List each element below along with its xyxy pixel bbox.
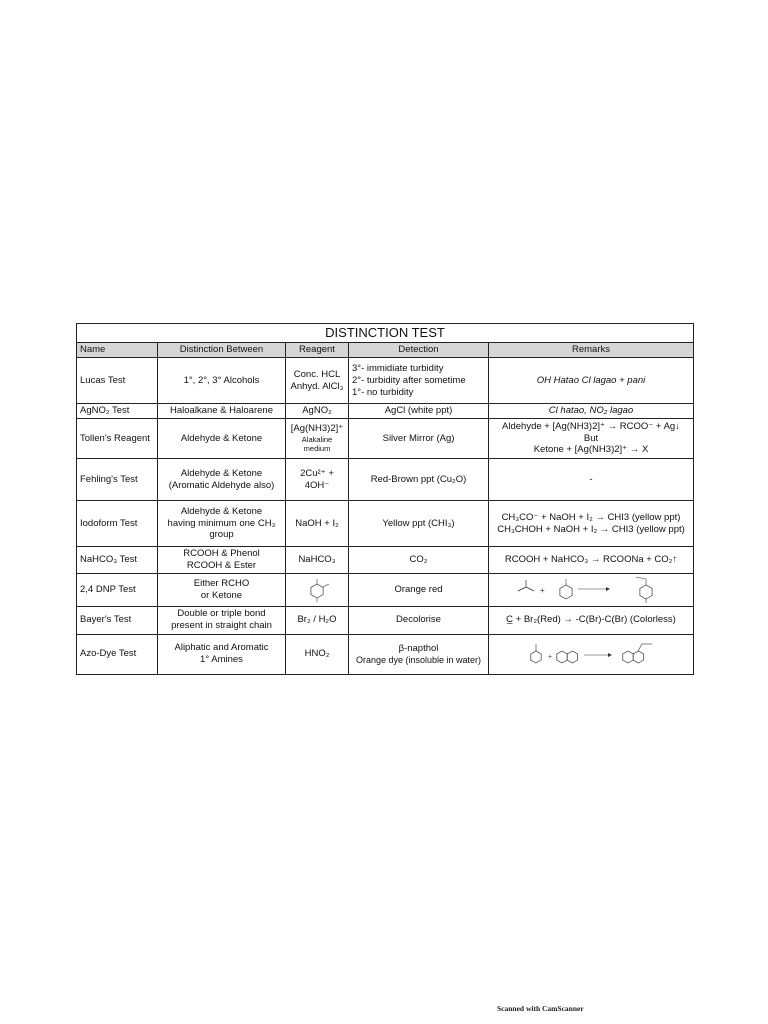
- detection: [349, 501, 489, 547]
- cell-line: Conc. HCL: [293, 368, 341, 380]
- distinction-between: [158, 459, 286, 501]
- remarks: [489, 573, 694, 606]
- header-reagent: Reagent: [286, 343, 349, 358]
- distinction-between: [158, 573, 286, 606]
- cell-line: 3°- immidiate turbidity: [352, 362, 444, 374]
- header-remarks: Remarks: [489, 343, 694, 358]
- distinction-between: [158, 547, 286, 574]
- cell-line: having minimum one CH₃: [167, 517, 276, 529]
- cell-line: C̲ + Br₂(Red) → -C(Br)-C(Br) (Colorless): [506, 614, 676, 626]
- detection: [349, 606, 489, 634]
- distinction-between: Aldehyde & Ketone: [158, 419, 286, 459]
- reagent: [286, 459, 349, 501]
- remarks: [489, 419, 694, 459]
- detection: [349, 419, 489, 459]
- distinction-between: 1°, 2°, 3° Alcohols: [158, 358, 286, 404]
- reagent: [286, 606, 349, 634]
- cell-line: Yellow ppt (CHI₃): [382, 517, 455, 529]
- cell-line: NaOH + I₂: [295, 517, 339, 529]
- remarks: [489, 459, 694, 501]
- distinction-between: Haloalkane & Haloarene: [158, 404, 286, 419]
- cell-line: OH Hatao Cl lagao + pani: [536, 374, 646, 386]
- cell-line: RCOOH & Ester: [186, 559, 257, 571]
- cell-line: RCOOH + NaHCO₃ → RCOONa + CO₂↑: [504, 553, 678, 565]
- detection: [349, 573, 489, 606]
- table-row: [77, 606, 694, 634]
- test-name: Fehling's Test: [77, 459, 158, 501]
- cell-line: Aldehyde + [Ag(NH3)2]⁺ → RCOO⁻ + Ag↓: [502, 420, 680, 432]
- cell-line: CH₃CHOH + NaOH + I₂ → CHI3 (yellow ppt): [497, 523, 685, 535]
- test-name: Tollen's Reagent: [77, 419, 158, 459]
- cell-line: CH₃CO⁻ + NaOH + I₂ → CHI3 (yellow ppt): [501, 511, 681, 523]
- reagent: [286, 358, 349, 404]
- cell-line: Anhyd. AlCl₃: [290, 380, 344, 392]
- test-name: Azo-Dye Test: [77, 634, 158, 674]
- cell-line: Aldehyde & Ketone: [180, 467, 263, 479]
- table-title-row: [77, 324, 694, 343]
- header-distinction-between: Distinction Between: [158, 343, 286, 358]
- cell-line: 1°- no turbidity: [352, 386, 414, 398]
- remarks: [489, 547, 694, 574]
- azo-dye-reaction-icon: [496, 637, 686, 671]
- test-name: NaHCO₃ Test: [77, 547, 158, 574]
- scanner-footer: Scanned with CamScanner: [497, 1004, 584, 1013]
- table-row: [77, 459, 694, 501]
- table-row: [77, 419, 694, 459]
- cell-line: β-napthol: [398, 642, 439, 654]
- table-row: [77, 404, 694, 419]
- test-name: Bayer's Test: [77, 606, 158, 634]
- cell-line: group: [209, 529, 234, 541]
- table-row: [77, 547, 694, 574]
- cell-line: Red-Brown ppt (Cu₂O): [370, 473, 467, 485]
- test-name: AgNO₂ Test: [77, 404, 158, 419]
- detection: [349, 404, 489, 419]
- test-name: Iodoform Test: [77, 501, 158, 547]
- cell-line: Aliphatic and Aromatic: [174, 642, 269, 654]
- distinction-between: [158, 634, 286, 674]
- remarks: [489, 358, 694, 404]
- detection: [349, 547, 489, 574]
- reagent: [286, 573, 349, 606]
- reagent: [286, 404, 349, 419]
- svg-text:+: +: [548, 654, 553, 662]
- table-header-row: [77, 343, 694, 358]
- table-row: [77, 501, 694, 547]
- table-row: [77, 634, 694, 674]
- test-name: 2,4 DNP Test: [77, 573, 158, 606]
- cell-line: Orange red: [394, 583, 443, 595]
- distinction-test-table: [76, 323, 694, 675]
- header-name: Name: [77, 343, 158, 358]
- header-detection: Detection: [349, 343, 489, 358]
- cell-line: But: [583, 432, 599, 444]
- reagent: [286, 419, 349, 459]
- cell-line: AgCl (white ppt): [384, 405, 453, 417]
- remarks: [489, 501, 694, 547]
- table-row: [77, 358, 694, 404]
- cell-line: -: [589, 473, 593, 485]
- cell-line: Orange dye (insoluble in water): [355, 654, 482, 665]
- cell-line: Aldehyde & Ketone: [180, 505, 263, 517]
- reagent: [286, 501, 349, 547]
- remarks: [489, 404, 694, 419]
- cell-line: Ketone + [Ag(NH3)2]⁺ → X: [533, 444, 649, 456]
- cell-line: 1° Amines: [200, 654, 243, 666]
- cell-line: Decolorise: [396, 614, 441, 626]
- table-title: DISTINCTION TEST: [77, 324, 694, 343]
- cell-line: HNO₂: [304, 648, 330, 660]
- cell-line: Alakaline: [301, 435, 333, 445]
- cell-line: AgNO₂: [302, 405, 332, 417]
- svg-text:+: +: [540, 585, 545, 595]
- remarks: [489, 606, 694, 634]
- cell-line: [Ag(NH3)2]⁺: [290, 423, 344, 435]
- dnp-structure-icon: [297, 575, 337, 605]
- cell-line: NaHCO₃: [298, 553, 336, 565]
- dnp-reaction-icon: [496, 575, 686, 605]
- cell-line: Cl hatao, NO₂ lagao: [548, 405, 634, 417]
- reagent: [286, 547, 349, 574]
- detection: [349, 634, 489, 674]
- cell-line: CO₂: [409, 553, 428, 565]
- cell-line: medium: [303, 444, 331, 454]
- cell-line: Double or triple bond: [177, 608, 266, 620]
- cell-line: 2Cu²⁺ + 4OH⁻: [300, 467, 334, 491]
- cell-line: (Aromatic Aldehyde also): [168, 479, 275, 491]
- detection: [349, 459, 489, 501]
- test-name: Lucas Test: [77, 358, 158, 404]
- cell-line: Br₂ / H₂O: [297, 614, 337, 626]
- detection: [349, 358, 489, 404]
- remarks: [489, 634, 694, 674]
- cell-line: 2°- turbidity after sometime: [352, 374, 466, 386]
- distinction-test-sheet: [76, 323, 693, 675]
- cell-line: RCOOH & Phenol: [183, 548, 260, 559]
- reagent: [286, 634, 349, 674]
- cell-line: Either RCHO: [193, 577, 250, 589]
- cell-line: Silver Mirror (Ag): [382, 432, 455, 444]
- table-row: [77, 573, 694, 606]
- cell-line: or Ketone: [200, 589, 243, 601]
- distinction-between: [158, 606, 286, 634]
- distinction-between: [158, 501, 286, 547]
- cell-line: present in straight chain: [171, 620, 272, 632]
